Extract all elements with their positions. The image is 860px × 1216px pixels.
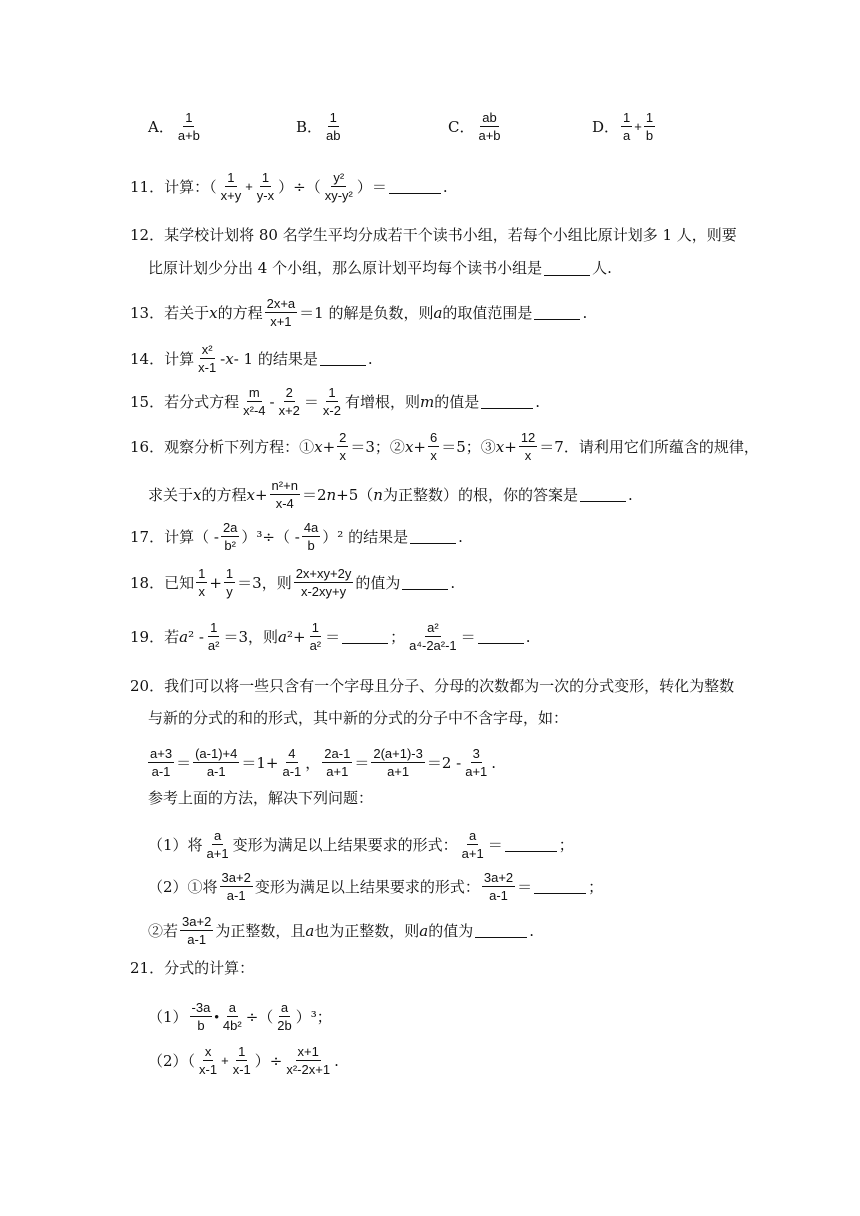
fraction-numerator: 3 bbox=[472, 746, 480, 761]
question-text: B． bbox=[296, 118, 323, 136]
fraction-numerator: 2x+xy+2y bbox=[295, 566, 352, 581]
option-d bbox=[592, 110, 657, 143]
fraction bbox=[231, 1044, 253, 1077]
fraction-denominator: a+1 bbox=[206, 846, 229, 861]
fraction-numerator: a bbox=[213, 828, 222, 843]
fraction-denominator: x-1 bbox=[198, 360, 217, 375]
question-text: ②若 bbox=[148, 921, 179, 940]
fraction bbox=[221, 520, 239, 553]
answer-blank[interactable] bbox=[505, 837, 557, 852]
question-text: 21． bbox=[130, 959, 165, 977]
fraction-denominator: x bbox=[524, 448, 532, 463]
question-11 bbox=[130, 170, 448, 203]
question-text: + bbox=[209, 573, 222, 592]
question-text: 14． bbox=[130, 349, 165, 368]
question-text: + bbox=[254, 485, 268, 504]
question-text: A． bbox=[148, 118, 174, 136]
question-text: . bbox=[535, 392, 541, 411]
question-text: ＝ bbox=[303, 392, 319, 411]
answer-blank[interactable] bbox=[402, 575, 448, 590]
question-20-part-2 bbox=[148, 870, 603, 903]
fraction bbox=[280, 746, 303, 779]
question-text: ； bbox=[588, 877, 604, 896]
fraction-numerator: a² bbox=[427, 620, 439, 635]
fraction-numerator: 1 bbox=[210, 620, 218, 635]
question-text: a bbox=[305, 921, 315, 940]
question-text: 若关于 bbox=[164, 303, 210, 322]
question-text: 为正整数，且 bbox=[215, 921, 306, 940]
fraction bbox=[284, 1044, 332, 1077]
question-text: n bbox=[373, 485, 383, 504]
fraction-numerator: 1 bbox=[261, 170, 270, 185]
fraction-denominator: 2b bbox=[277, 1018, 292, 1033]
question-text: . bbox=[525, 627, 531, 646]
question-text: （1）将 bbox=[148, 835, 203, 854]
fraction-numerator: 1 bbox=[238, 1044, 246, 1059]
fraction-numerator: 1 bbox=[329, 110, 337, 125]
question-text: m bbox=[420, 392, 435, 411]
question-text: 的值为 bbox=[355, 573, 401, 592]
question-text: + bbox=[245, 178, 253, 194]
fraction-numerator: 2x+a bbox=[266, 296, 296, 311]
question-text: ＝1+ bbox=[241, 753, 279, 772]
question-text: 的取值范围是 bbox=[442, 303, 533, 322]
question-text: + bbox=[634, 119, 642, 134]
question-text: • bbox=[214, 1008, 219, 1024]
fraction-numerator: 3a+2 bbox=[483, 870, 514, 885]
question-20-part-3 bbox=[148, 914, 534, 947]
fraction-denominator: b² bbox=[224, 538, 236, 553]
question-text: 也为正整数，则 bbox=[314, 921, 420, 940]
option-b bbox=[296, 110, 345, 143]
fraction-denominator: a-1 bbox=[489, 888, 508, 903]
question-text: 人. bbox=[592, 259, 612, 277]
fraction-denominator: x²-4 bbox=[243, 403, 266, 418]
question-text: ÷（ bbox=[245, 1007, 274, 1026]
fraction-denominator: a bbox=[623, 128, 631, 143]
fraction-numerator: -3a bbox=[191, 1000, 211, 1015]
question-text: 为正整数）的根，你的答案是 bbox=[382, 485, 578, 504]
fraction-numerator: 1 bbox=[311, 620, 319, 635]
fraction-numerator: 3a+2 bbox=[221, 870, 251, 885]
fraction-numerator: x+1 bbox=[297, 1044, 319, 1059]
question-text: + bbox=[322, 437, 336, 456]
question-text: ＝3，则 bbox=[237, 573, 292, 592]
question-text: . bbox=[491, 753, 497, 772]
fraction-numerator: 4 bbox=[288, 746, 296, 761]
question-text: x bbox=[209, 303, 218, 322]
fraction bbox=[460, 828, 486, 861]
question-text: a bbox=[278, 627, 287, 646]
question-text: 变形为满足以上结果要求的形式： bbox=[232, 835, 458, 854]
question-20-instruction bbox=[148, 788, 373, 808]
fraction-denominator: x²-2x+1 bbox=[286, 1062, 331, 1077]
question-text: 若分式方程 bbox=[164, 392, 240, 411]
fraction-denominator: 4b² bbox=[222, 1018, 242, 1033]
answer-blank[interactable] bbox=[534, 305, 580, 320]
question-text: ＝ bbox=[487, 835, 503, 854]
question-text: a bbox=[433, 303, 443, 322]
question-text: . bbox=[450, 573, 456, 592]
fraction bbox=[337, 430, 348, 463]
question-text: +5（ bbox=[336, 485, 374, 504]
question-text: 的值为 bbox=[428, 921, 474, 940]
fraction bbox=[148, 746, 174, 779]
question-text: a bbox=[419, 921, 429, 940]
fraction bbox=[323, 170, 355, 203]
fraction bbox=[180, 914, 213, 947]
question-text: 变形为满足以上结果要求的形式： bbox=[254, 877, 480, 896]
answer-blank[interactable] bbox=[534, 879, 586, 894]
question-text: . bbox=[529, 921, 535, 940]
fraction bbox=[176, 110, 202, 143]
fraction-denominator: a+1 bbox=[387, 764, 410, 779]
question-text: （2）（ bbox=[148, 1051, 196, 1070]
question-text: ＝1 的解是负数，则 bbox=[299, 303, 434, 322]
question-text: 计算：（ bbox=[164, 177, 217, 196]
question-text: ）＝ bbox=[356, 177, 387, 196]
fraction bbox=[302, 520, 320, 553]
question-21-part-2 bbox=[148, 1044, 339, 1077]
question-text: x bbox=[495, 437, 505, 456]
question-text: ＝ bbox=[517, 877, 533, 896]
question-text: 参考上面的方法，解决下列问题： bbox=[148, 789, 374, 807]
question-20-example bbox=[146, 746, 496, 779]
question-text: . bbox=[458, 527, 463, 546]
question-text: 11． bbox=[130, 177, 165, 196]
question-text: x bbox=[404, 437, 414, 456]
question-text: 有增根，则 bbox=[344, 392, 420, 411]
fraction-numerator: a bbox=[228, 1000, 236, 1015]
question-text: （1） bbox=[148, 1007, 188, 1026]
fraction-numerator: 2 bbox=[285, 385, 293, 400]
question-text: ＝2 - bbox=[426, 753, 462, 772]
question-text: 若 bbox=[164, 627, 180, 646]
question-17 bbox=[130, 520, 463, 553]
question-text: . bbox=[582, 303, 588, 322]
fraction bbox=[206, 620, 222, 653]
question-text: ； bbox=[558, 835, 574, 854]
question-text: 分式的计算： bbox=[164, 959, 255, 977]
question-text: 13． bbox=[130, 303, 165, 322]
answer-blank[interactable] bbox=[389, 179, 441, 194]
question-14 bbox=[130, 342, 373, 375]
question-text: ＝5；③ bbox=[441, 437, 496, 456]
fraction-denominator: y-x bbox=[256, 188, 275, 203]
question-text: ＝ bbox=[176, 753, 192, 772]
question-text: 20． bbox=[130, 677, 165, 695]
fraction-numerator: ab bbox=[482, 110, 497, 125]
question-text: + bbox=[413, 437, 426, 456]
question-text: 求关于 bbox=[148, 485, 194, 504]
fraction bbox=[224, 566, 235, 599]
fraction bbox=[519, 430, 537, 463]
question-text: a bbox=[179, 627, 189, 646]
fraction-numerator: a bbox=[280, 1000, 289, 1015]
fraction bbox=[275, 1000, 293, 1033]
question-text: 的方程 bbox=[201, 485, 247, 504]
fraction-denominator: a⁴-2a²-1 bbox=[409, 638, 457, 653]
answer-blank[interactable] bbox=[342, 629, 388, 644]
fraction-denominator: x-2 bbox=[322, 403, 341, 418]
question-20-line-1 bbox=[130, 676, 734, 696]
question-text: x bbox=[225, 349, 234, 368]
fraction-denominator: x bbox=[430, 448, 437, 463]
fraction-numerator: 2a bbox=[222, 520, 238, 535]
question-text: ² - bbox=[188, 627, 204, 646]
answer-blank[interactable] bbox=[475, 923, 527, 938]
fraction bbox=[270, 478, 300, 511]
fraction bbox=[196, 342, 218, 375]
question-text: . bbox=[627, 485, 633, 504]
question-text: x bbox=[314, 437, 323, 456]
fraction-denominator: a-1 bbox=[282, 764, 302, 779]
question-20-part-1 bbox=[148, 828, 574, 861]
fraction-denominator: x+2 bbox=[278, 403, 300, 418]
question-text: - 1 的结果是 bbox=[233, 349, 318, 368]
question-text: x bbox=[246, 485, 255, 504]
question-text: . bbox=[442, 177, 448, 196]
question-text: ）÷（ bbox=[278, 177, 321, 196]
fraction-numerator: 1 bbox=[328, 385, 336, 400]
question-text: 已知 bbox=[164, 573, 195, 592]
question-text: ）² 的结果是 bbox=[322, 527, 409, 546]
question-text: ＝ bbox=[325, 627, 341, 646]
fraction-numerator: (a-1)+4 bbox=[195, 746, 238, 761]
question-15 bbox=[130, 385, 540, 418]
fraction-denominator: x bbox=[198, 584, 205, 599]
fraction bbox=[322, 746, 352, 779]
fraction bbox=[294, 566, 354, 599]
fraction-denominator: a+b bbox=[478, 128, 501, 143]
fraction bbox=[644, 110, 655, 143]
question-text: n bbox=[326, 485, 337, 504]
question-text: ＝3，则 bbox=[223, 627, 279, 646]
option-a bbox=[148, 110, 204, 143]
answer-blank[interactable] bbox=[481, 394, 533, 409]
fraction-denominator: x+y bbox=[220, 188, 242, 203]
fraction-numerator: 4a bbox=[303, 520, 319, 535]
fraction-denominator: xy-y² bbox=[324, 188, 353, 203]
question-18 bbox=[130, 566, 455, 599]
question-text: ， bbox=[305, 753, 321, 772]
question-text: ＝ bbox=[354, 753, 370, 772]
question-text: 12． bbox=[130, 226, 165, 244]
question-text: C． bbox=[448, 118, 475, 136]
fraction bbox=[428, 430, 439, 463]
fraction-numerator: 1 bbox=[225, 566, 234, 581]
fraction-denominator: x bbox=[339, 448, 347, 463]
question-20-line-2 bbox=[148, 708, 568, 728]
question-text: 某学校计划将 80 名学生平均分成若干个读书小组，若每个小组比原计划多 1 人，则要 bbox=[164, 226, 737, 244]
fraction-numerator: 2(a+1)-3 bbox=[373, 746, 423, 761]
question-16-line-2 bbox=[148, 478, 633, 511]
fraction-denominator: x-4 bbox=[275, 496, 294, 511]
fraction bbox=[219, 170, 244, 203]
question-text: 与新的分式的和的形式，其中新的分式的分子中不含字母，如： bbox=[148, 709, 569, 727]
question-12-line-1 bbox=[130, 225, 737, 245]
fraction-denominator: a+1 bbox=[465, 764, 488, 779]
fraction bbox=[193, 746, 239, 779]
answer-blank[interactable] bbox=[544, 261, 590, 276]
question-text: 观察分析下列方程：① bbox=[164, 437, 315, 456]
fraction-denominator: a+1 bbox=[461, 846, 484, 861]
question-text: ＝ bbox=[460, 627, 476, 646]
question-text: + bbox=[221, 1052, 229, 1068]
answer-blank[interactable] bbox=[580, 487, 626, 502]
fraction bbox=[255, 170, 276, 203]
question-text: 的值是 bbox=[434, 392, 480, 411]
question-text: 19． bbox=[130, 627, 165, 646]
question-text: 比原计划少分出 4 个小组，那么原计划平均每个读书小组是 bbox=[148, 259, 543, 277]
fraction-denominator: ab bbox=[326, 128, 341, 143]
fraction-denominator: x-2xy+y bbox=[300, 584, 347, 599]
question-13 bbox=[130, 296, 587, 329]
question-text: ）³； bbox=[295, 1007, 332, 1026]
fraction bbox=[476, 110, 502, 143]
fraction-denominator: a² bbox=[309, 638, 322, 653]
question-19 bbox=[130, 620, 530, 653]
answer-blank[interactable] bbox=[410, 529, 456, 544]
question-text: 18． bbox=[130, 573, 165, 592]
question-12-line-2 bbox=[148, 258, 612, 278]
fraction-numerator: 2a-1 bbox=[324, 746, 351, 761]
fraction-numerator: 1 bbox=[227, 170, 235, 185]
fraction-numerator: x bbox=[204, 1044, 212, 1059]
fraction-denominator: a-1 bbox=[151, 764, 171, 779]
fraction-denominator: b bbox=[197, 1018, 205, 1033]
fraction bbox=[308, 620, 324, 653]
question-text: 15． bbox=[130, 392, 165, 411]
question-text: ＝3；② bbox=[350, 437, 405, 456]
question-text: ＝7．请利用它们所蕴含的规律， bbox=[539, 437, 759, 456]
question-text: D． bbox=[592, 118, 620, 136]
fraction bbox=[407, 620, 459, 653]
fraction bbox=[196, 566, 207, 599]
fraction-numerator: y² bbox=[333, 170, 345, 185]
fraction bbox=[277, 385, 302, 418]
question-21 bbox=[130, 958, 254, 978]
fraction-numerator: 1 bbox=[645, 110, 654, 125]
fraction bbox=[221, 1000, 244, 1033]
fraction-denominator: x-1 bbox=[232, 1062, 251, 1077]
fraction-denominator: a-1 bbox=[206, 764, 226, 779]
fraction-denominator: x-1 bbox=[199, 1062, 218, 1077]
question-text: ）³÷（ - bbox=[241, 527, 300, 546]
fraction-denominator: a² bbox=[207, 638, 220, 653]
question-text: 我们可以将一些只含有一个字母且分子、分母的次数都为一次的分式变形，转化为整数 bbox=[164, 677, 735, 695]
fraction bbox=[220, 870, 253, 903]
question-text: 计算 bbox=[164, 349, 195, 368]
question-16-line-1 bbox=[130, 430, 759, 463]
fraction bbox=[482, 870, 515, 903]
question-text: ＝2 bbox=[301, 485, 327, 504]
fraction-denominator: a-1 bbox=[187, 932, 207, 947]
fraction-denominator: y bbox=[226, 584, 233, 599]
fraction-denominator: b bbox=[645, 128, 654, 143]
question-text: ； bbox=[390, 627, 406, 646]
question-text: ）÷ bbox=[254, 1051, 283, 1070]
fraction-numerator: 3a+2 bbox=[182, 914, 212, 929]
fraction bbox=[321, 385, 343, 418]
fraction bbox=[463, 746, 489, 779]
question-text: . bbox=[367, 349, 373, 368]
question-21-part-1 bbox=[148, 1000, 332, 1033]
option-c bbox=[448, 110, 505, 143]
fraction-numerator: 1 bbox=[185, 110, 193, 125]
fraction-denominator: b bbox=[307, 538, 315, 553]
question-text: ²+ bbox=[286, 627, 306, 646]
fraction-numerator: m bbox=[248, 385, 260, 400]
fraction-numerator: a bbox=[469, 828, 477, 843]
fraction-numerator: x² bbox=[201, 342, 213, 357]
fraction bbox=[265, 296, 298, 329]
fraction bbox=[324, 110, 342, 143]
question-text: - bbox=[220, 349, 226, 368]
fraction bbox=[205, 828, 231, 861]
fraction bbox=[197, 1044, 219, 1077]
answer-blank[interactable] bbox=[478, 629, 524, 644]
question-text: 17． bbox=[130, 527, 165, 546]
question-text: 的方程 bbox=[217, 303, 263, 322]
question-text: （2）①将 bbox=[148, 877, 218, 896]
fraction-numerator: 6 bbox=[429, 430, 438, 445]
fraction bbox=[621, 110, 632, 143]
fraction bbox=[241, 385, 267, 418]
question-text: - bbox=[269, 392, 275, 411]
fraction-numerator: 12 bbox=[520, 430, 536, 445]
question-text: 16． bbox=[130, 437, 165, 456]
fraction-numerator: 2 bbox=[339, 430, 347, 445]
fraction bbox=[190, 1000, 213, 1033]
question-text: + bbox=[504, 437, 517, 456]
question-text: 计算（ - bbox=[164, 527, 219, 546]
fraction bbox=[371, 746, 425, 779]
fraction-denominator: a-1 bbox=[226, 888, 246, 903]
question-text: . bbox=[334, 1051, 339, 1070]
fraction-denominator: a+1 bbox=[326, 764, 349, 779]
answer-blank[interactable] bbox=[320, 351, 366, 366]
fraction-numerator: 1 bbox=[623, 110, 631, 125]
question-text: x bbox=[193, 485, 202, 504]
fraction-denominator: a+b bbox=[177, 128, 200, 143]
fraction-numerator: 1 bbox=[198, 566, 206, 581]
fraction-numerator: n²+n bbox=[271, 478, 298, 493]
fraction-denominator: x+1 bbox=[270, 314, 292, 329]
fraction-numerator: a+3 bbox=[150, 746, 173, 761]
